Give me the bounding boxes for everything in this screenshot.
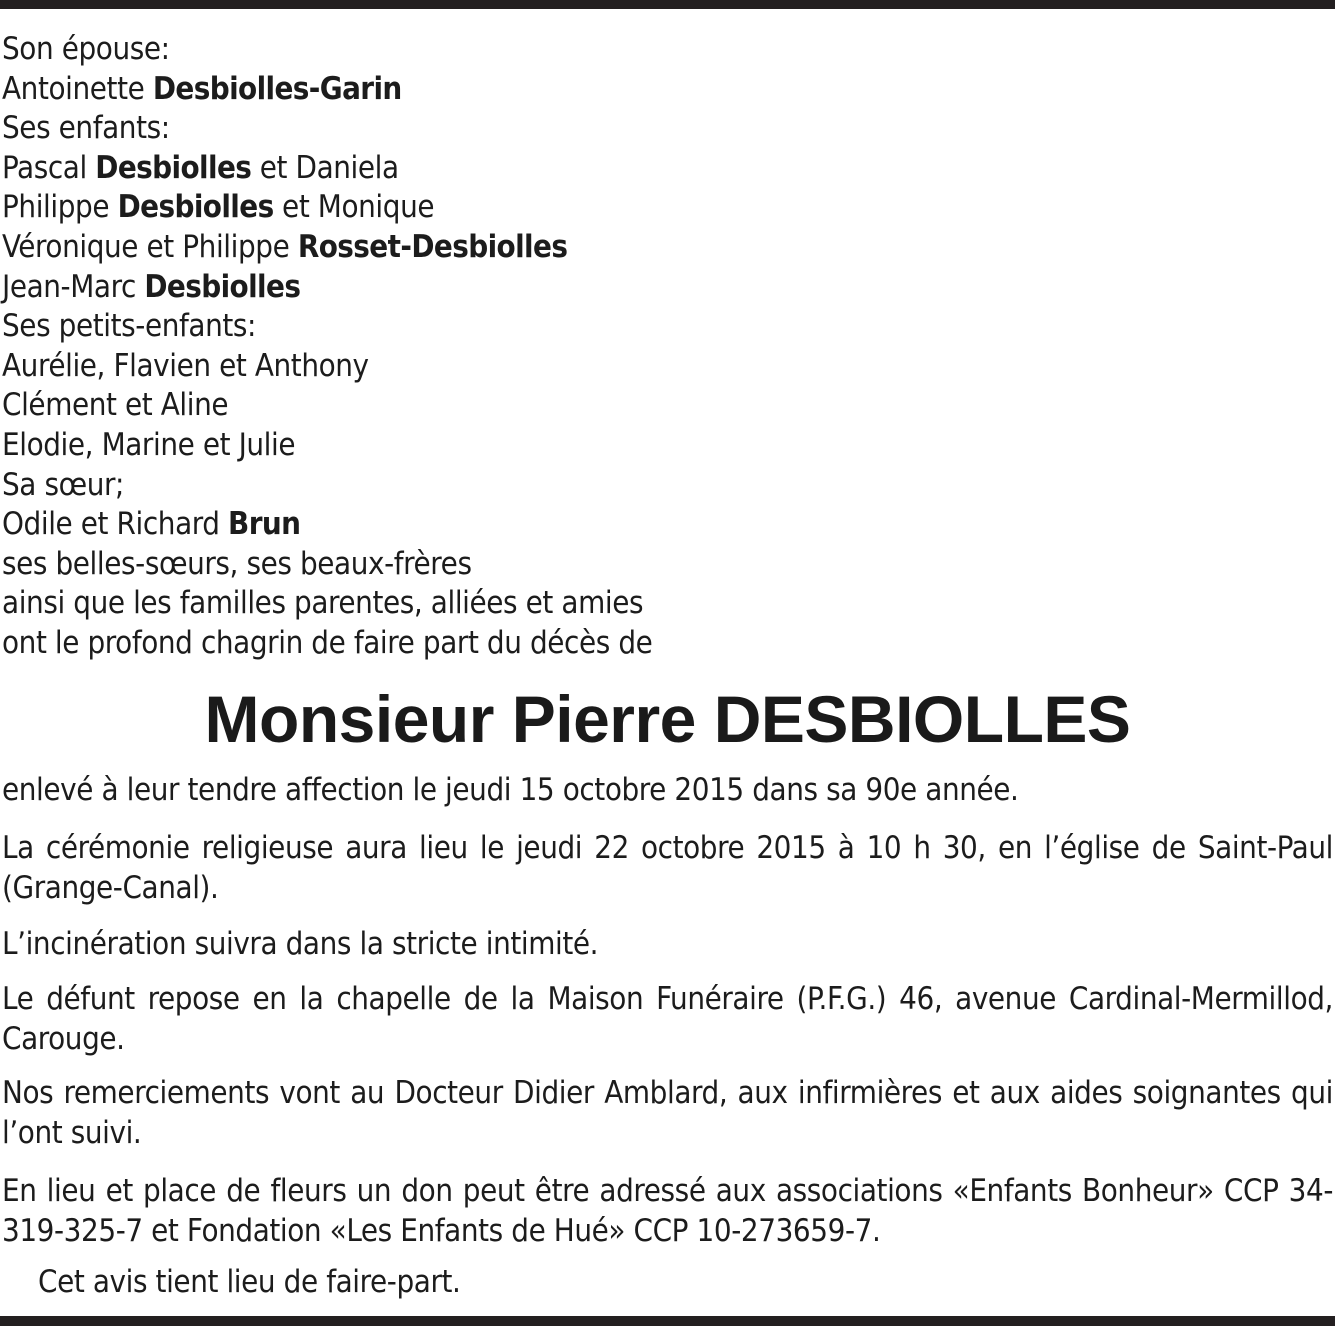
surname: Desbiolles xyxy=(117,189,274,226)
family-line: ont le profond chagrin de faire part du décès de xyxy=(2,624,653,661)
family-line: Elodie, Marine et Julie xyxy=(2,426,296,463)
family-line: Aurélie, Flavien et Anthony xyxy=(2,347,369,384)
surname: Desbiolles xyxy=(95,149,252,186)
family-line: Véronique et Philippe Rosset-Desbiolles xyxy=(2,228,568,265)
family-line: Clément et Aline xyxy=(2,387,229,424)
family-line: Ses petits-enfants: xyxy=(2,308,257,345)
surname: Desbiolles-Garin xyxy=(152,70,402,107)
family-line: ses belles-sœurs, ses beaux-frères xyxy=(2,545,472,582)
family-line: Pascal Desbiolles et Daniela xyxy=(2,149,399,186)
repose-paragraph: Le défunt repose en la chapelle de la Maison Funéraire (P.F.G.) 46, avenue Cardinal-Mermillod, Carouge. xyxy=(2,981,1333,1057)
family-line: Odile et Richard Brun xyxy=(2,506,301,543)
surname: Rosset-Desbiolles xyxy=(297,228,568,265)
incineration-paragraph: L’incinération suivra dans la stricte intimité. xyxy=(2,926,599,962)
top-rule xyxy=(0,0,1335,9)
family-line: Philippe Desbiolles et Monique xyxy=(2,189,435,226)
notice-line: Cet avis tient lieu de faire-part. xyxy=(38,1264,461,1300)
family-line: Ses enfants: xyxy=(2,110,170,147)
surname: Desbiolles xyxy=(144,268,301,305)
bottom-rule xyxy=(0,1316,1335,1326)
donations-paragraph: En lieu et place de fleurs un don peut être adressé aux associations «Enfants Bonheur» CCP 34-319-325-7 et Fondation «Les Enfants de Hué» CCP 10-273659-7. xyxy=(2,1173,1333,1249)
family-line: Son épouse: xyxy=(2,31,170,67)
surname: Brun xyxy=(228,506,301,543)
family-line: Jean-Marc Desbiolles xyxy=(2,268,301,305)
date-of-death-paragraph: enlevé à leur tendre affection le jeudi 15 octobre 2015 dans sa 90e année. xyxy=(2,772,1019,808)
family-line: ainsi que les familles parentes, alliées et amies xyxy=(2,585,644,622)
ceremony-paragraph: La cérémonie religieuse aura lieu le jeudi 22 octobre 2015 à 10 h 30, en l’église de Saint-Paul (Grange-Canal). xyxy=(2,830,1333,906)
thanks-paragraph: Nos remerciements vont au Docteur Didier Amblard, aux infirmières et aux aides soignantes qui l’ont suivi. xyxy=(2,1075,1333,1151)
family-line: Antoinette Desbiolles-Garin xyxy=(2,70,402,107)
deceased-name-heading: Monsieur Pierre DESBIOLLES xyxy=(204,682,1131,756)
family-list xyxy=(2,30,652,664)
family-line: Sa sœur; xyxy=(2,466,125,503)
